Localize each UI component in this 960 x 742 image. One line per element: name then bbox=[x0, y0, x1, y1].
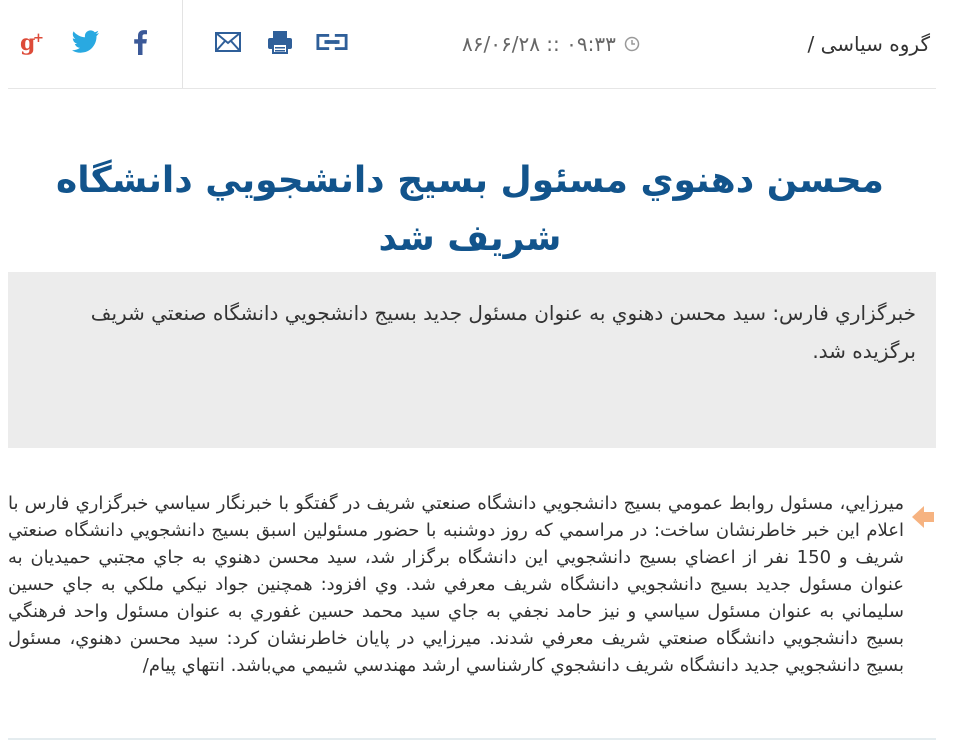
arrow-bullet-icon bbox=[910, 503, 938, 531]
facebook-icon[interactable] bbox=[124, 26, 156, 58]
svg-text:g: g bbox=[20, 30, 36, 55]
publish-datetime bbox=[462, 30, 640, 58]
datetime-text: ۸۶/۰۶/۲۸ :: ۰۹:۳۳ bbox=[462, 32, 616, 56]
svg-text:+: + bbox=[33, 31, 44, 46]
article-headline: محسن دهنوي مسئول بسيج دانشجويي دانشگاه شريف شد bbox=[56, 160, 884, 260]
google-plus-icon[interactable] bbox=[18, 26, 50, 58]
toolbar-divider bbox=[182, 0, 183, 88]
print-icon[interactable] bbox=[264, 26, 296, 58]
category-label[interactable]: گروه سیاسی / bbox=[807, 32, 930, 56]
email-icon[interactable] bbox=[212, 26, 244, 58]
article-lead-text: خبرگزاري فارس: سيد محسن دهنوي به عنوان مسئول جديد بسيج دانشجويي دانشگاه صنعتي شريف برگزيده شد. bbox=[90, 301, 916, 363]
twitter-icon[interactable] bbox=[70, 26, 102, 58]
short-link-icon[interactable] bbox=[316, 26, 348, 58]
content-bottom-border bbox=[8, 738, 936, 740]
article-toolbar bbox=[0, 0, 960, 88]
toolbar-bottom-divider bbox=[8, 88, 936, 89]
clock-icon bbox=[624, 36, 640, 52]
breadcrumb-category[interactable] bbox=[808, 30, 930, 58]
article-body: ميرزايي، مسئول روابط عمومي بسيج دانشجويي دانشگاه صنعتي شريف در گفتگو با خبرنگار سياسي خبرگزاري فارس با اعلام اين خبر خاطرنشان ساخت: در مراسمي كه روز دوشنبه با حضور مسئولين اسبق بسيج دانشجويي دانشگاه صنعتي شريف و 150 نفر از اعضاي بسيج دانشجويي اين دانشگاه برگزار شد، سيد محسن دهنوي به جاي مجتبي حميديان به عنوان مسئول جديد بسيج دانشجويي دانشگاه شريف معرفي شد. وي افزود: همچنين جواد نيكي ملكي به جاي حسين سليماني به عنوان مسئول سياسي و نيز حامد نجفي به جاي سيد محمد حسين غفوري به عنوان مسئول واحد فرهنگي بسيج دانشجويي دانشگاه صنعتي شريف معرفي شدند. ميرزايي در پايان خاطرنشان كرد: سيد محسن دهنوي، مسئول بسيج دانشجويي جديد دانشگاه شريف دانشجوي كارشناسي ارشد مهندسي شيمي مي‌باشد. انتهاي پيام/ bbox=[8, 493, 904, 676]
article-lead-box bbox=[8, 272, 936, 448]
